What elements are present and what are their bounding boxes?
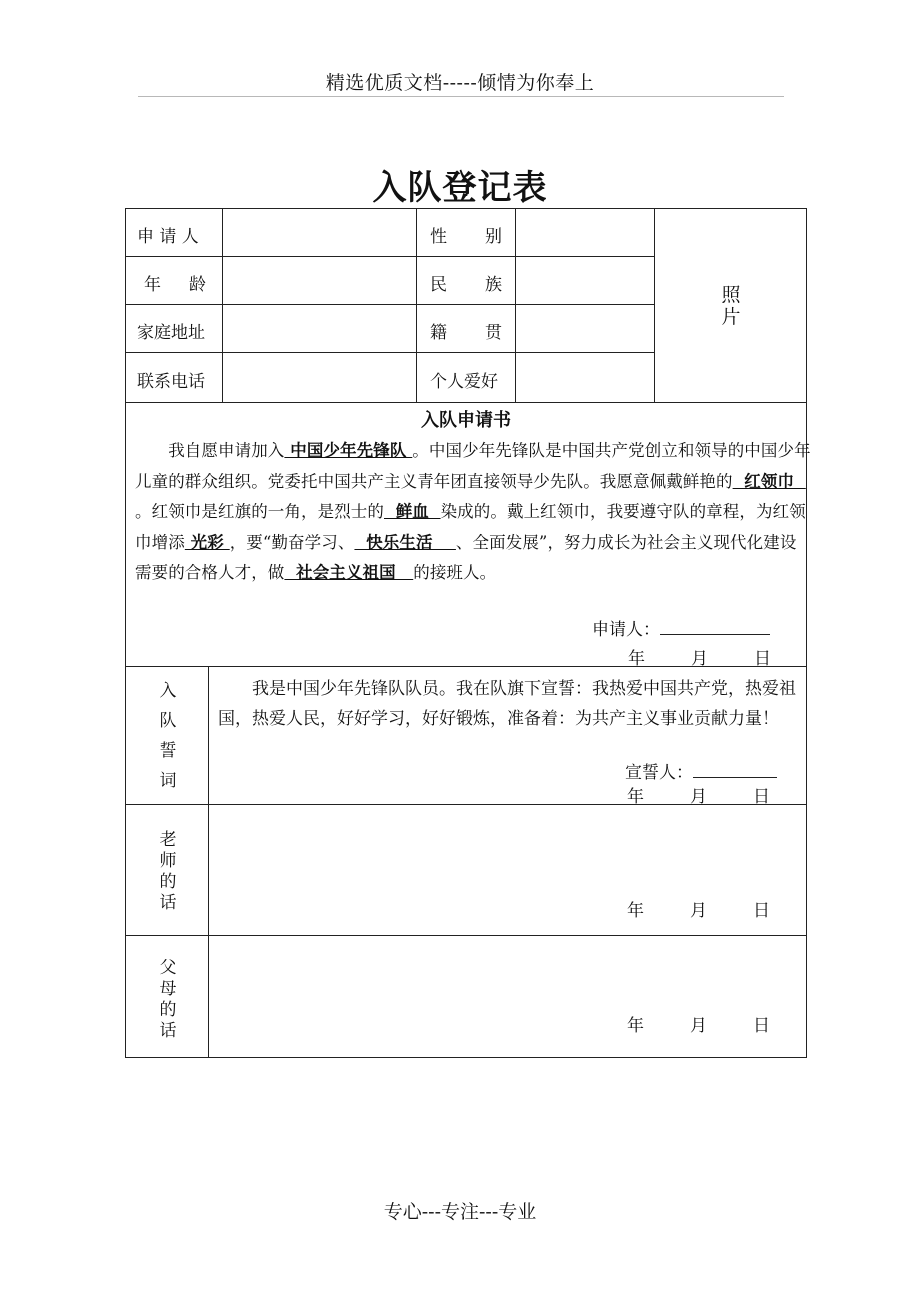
table-border-right (806, 208, 807, 1058)
applicant-label: 申 请 人 (137, 227, 199, 247)
row-divider (125, 352, 654, 353)
header-divider (138, 96, 784, 97)
row-divider (125, 402, 807, 403)
oath-label: 入 队 誓 词 (159, 681, 177, 791)
photo-placeholder: 照 片 (721, 284, 741, 328)
application-body: 我自愿申请加入 中国少年先锋队 。中国少年先锋队是中国共产党创立和领导的中国少年儿童的群众组织。党委托中国共产主义青年团直接领导少先队。我愿意佩戴鲜艳的 红领巾 。红领巾是红旗的一角，是烈士的 鲜血 染成的。戴上红领巾，我要遵守队的章程，为红领巾增添 光彩 ，要“勤奋学习、 快乐生活 、全面发展”，努力成长为社会主义现代化建设需要的合格人才，做 社会主义祖国 的接班人。 (135, 441, 811, 583)
application-date: 年 月 日 (628, 649, 771, 669)
native-place-label: 籍 贯 (430, 323, 502, 343)
oath-signature: 宣誓人： (625, 758, 777, 783)
hobby-label: 个人爱好 (430, 372, 498, 392)
application-title: 入队申请书 (421, 410, 511, 431)
page-header: 精选优质文档-----倾情为你奉上 (325, 72, 595, 94)
oath-date: 年 月 日 (627, 787, 770, 807)
col-divider (515, 208, 516, 402)
phone-label: 联系电话 (137, 372, 205, 392)
gender-label: 性 别 (430, 227, 502, 247)
row-divider (125, 304, 654, 305)
teacher-label: 老 师 的 话 (159, 830, 177, 913)
page-footer: 专心---专注---专业 (383, 1201, 537, 1223)
col-divider (208, 666, 209, 1057)
parents-date: 年 月 日 (627, 1016, 770, 1036)
table-border-bottom (125, 1057, 807, 1058)
oath-text: 我是中国少年先锋队队员。我在队旗下宣誓：我热爱中国共产党，热爱祖国，热爱人民，好好学习，好好锻炼，准备着：为共产主义事业贡献力量！ (218, 679, 796, 729)
table-border-left (125, 208, 126, 1058)
table-border-top (125, 208, 807, 209)
row-divider (125, 256, 654, 257)
address-label: 家庭地址 (137, 323, 205, 343)
form-title: 入队登记表 (372, 168, 548, 208)
age-label: 年 龄 (144, 275, 206, 295)
teacher-date: 年 月 日 (627, 901, 770, 921)
col-divider (654, 208, 655, 402)
parents-label: 父 母 的 话 (159, 958, 177, 1041)
col-divider (416, 208, 417, 402)
row-divider (125, 935, 807, 936)
ethnicity-label: 民 族 (430, 275, 502, 295)
col-divider (222, 208, 223, 402)
applicant-signature: 申请人： (592, 615, 770, 640)
